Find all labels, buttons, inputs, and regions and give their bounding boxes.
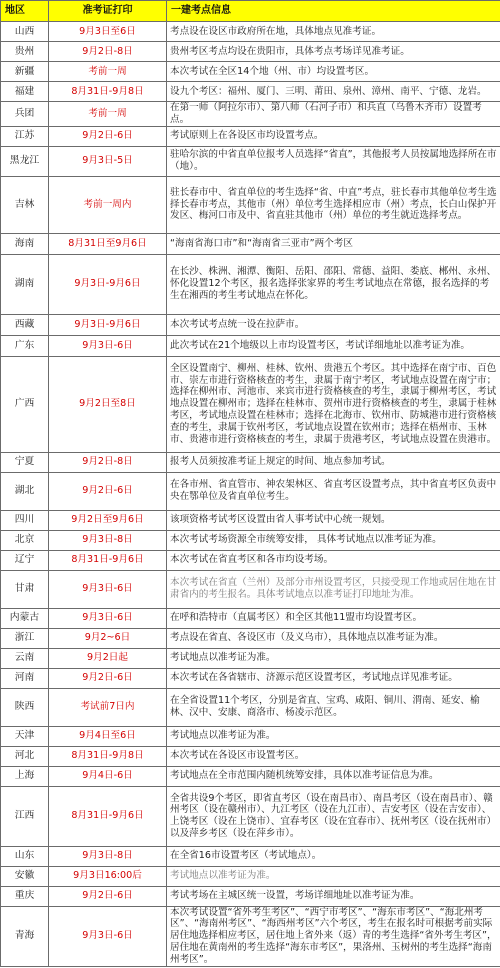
table-row <box>1 906 500 966</box>
print-date-cell: 9月2日-6日 <box>49 886 167 906</box>
exam-info-cell: 在长沙、株洲、湘潭、衡阳、岳阳、邵阳、常德、益阳、娄底、郴州、永州、怀化设置12个考区，报名选择张家界的考生考试地点在常德，报名选择的考生在湘西的考生考试地点在怀化。 <box>167 254 500 314</box>
table-row <box>1 570 500 608</box>
region-cell: 甘肃 <box>1 570 49 608</box>
print-date-cell: 9月3日至6日 <box>49 22 167 42</box>
table-row <box>1 472 500 510</box>
region-cell: 海南 <box>1 233 49 254</box>
print-date-cell: 9月3日-8日 <box>49 846 167 866</box>
region-cell: 吉林 <box>1 176 49 233</box>
region-cell: 辽宁 <box>1 550 49 570</box>
print-date-cell: 9月3日-6日 <box>49 608 167 628</box>
exam-info-cell: 本次考试在各省辖市、济源示范区设置考区，考试地点详见准考证。 <box>167 668 500 688</box>
print-date-cell: 9月2~6日 <box>49 628 167 648</box>
exam-info-cell: 考试考场在主城区统一设置，考场详细地址以准考证为准。 <box>167 886 500 906</box>
exam-info-cell: 考试原则上在各设区市均设置考点。 <box>167 126 500 146</box>
exam-info-cell: 本次考试设置“省外考生考区”、“西宁市考区”、“海东市考区”、“海北州考区”、“海南州考区”、“海西州考区”六个考区，考生在报名时可根据考前实际居住地选择相应考区，居住地上省外来（返）青的考生选择“省外考生考区”，居住地在黄南州的考生选择“海东市考区”，果洛州、玉树州的考生选择“海南州考区”。 <box>167 906 500 966</box>
print-date-cell: 9月3日16:00后 <box>49 866 167 886</box>
print-date-cell: 9月2日-8日 <box>49 42 167 62</box>
print-date-cell: 考前一周 <box>49 62 167 82</box>
region-cell: 江苏 <box>1 126 49 146</box>
header-info: 一建考点信息 <box>167 1 500 22</box>
exam-info-cell: 本次考试在各设区市设置考区。 <box>167 746 500 766</box>
print-date-cell: 9月4日-6日 <box>49 766 167 786</box>
region-cell: 江西 <box>1 786 49 846</box>
print-date-cell: 9月4日至6日 <box>49 726 167 746</box>
print-date-cell: 9月2日-6日 <box>49 126 167 146</box>
exam-info-cell: 贵州考区考点均设在贵阳市，具体考点考场详见准考证。 <box>167 42 500 62</box>
print-date-cell: 考前一周内 <box>49 176 167 233</box>
exam-info-cell: 本次考试在省直（兰州）及部分市州设置考区，只接受现工作地或居住地在甘肃省内的考生报名。具体考试地点以准考证打印地址为准。 <box>167 570 500 608</box>
region-cell: 天津 <box>1 726 49 746</box>
table-row <box>1 628 500 648</box>
region-cell: 北京 <box>1 530 49 550</box>
print-date-cell: 9月2日至8日 <box>49 356 167 452</box>
region-cell: 云南 <box>1 648 49 668</box>
region-cell: 兵团 <box>1 102 49 127</box>
region-cell: 新疆 <box>1 62 49 82</box>
print-date-cell: 考前一周 <box>49 102 167 127</box>
table-row <box>1 510 500 530</box>
print-date-cell: 9月2日至9月6日 <box>49 510 167 530</box>
region-cell: 河南 <box>1 668 49 688</box>
table-row <box>1 608 500 628</box>
print-date-cell: 9月3日-5日 <box>49 146 167 176</box>
region-cell: 贵州 <box>1 42 49 62</box>
print-date-cell: 9月2日-6日 <box>49 668 167 688</box>
exam-info-cell: 报考人员须按准考证上规定的时间、地点参加考试。 <box>167 452 500 472</box>
exam-info-cell: 考试地点以准考证为准。 <box>167 648 500 668</box>
region-cell: 湖北 <box>1 472 49 510</box>
print-date-cell: 9月3日-9月6日 <box>49 254 167 314</box>
region-cell: 广西 <box>1 356 49 452</box>
exam-info-cell: 全省共设9个考区，即省直考区（设在南昌市）、南昌考区（设在南昌市）、赣州考区（设在赣州市）、九江考区（设在九江市）、吉安考区（设在吉安市）、上饶考区（设在上饶市）、宜春考区（设在宜春市）、抚州考区（设在抚州市）以及萍乡考区（设在萍乡市）。 <box>167 786 500 846</box>
exam-info-cell: 全区设置南宁、柳州、桂林、钦州、贵港五个考区。其中选择在南宁市、百色市、崇左市进行资格核查的考生，隶属于南宁考区，考试地点设置在南宁市；选择在柳州市、河池市、来宾市进行资格核查的考生，隶属于柳州考区，考试地点设置在柳州市；选择在桂林市、贺州市进行资格核查的考生，隶属于桂林考区，考试地点设置在桂林市；选择在北海市、钦州市、防城港市进行资格核查的考生，隶属于钦州考区，考试地点设置在钦州市；选择在梧州市、玉林市、贵港市进行资格核查的考生，隶属于贵港考区，考试地点设置在贵港市。 <box>167 356 500 452</box>
exam-info-cell: 本次考试在全区14个地（州、市）均设置考区。 <box>167 62 500 82</box>
exam-info-cell: 在呼和浩特市（直属考区）和全区其他11盟市均设置考区。 <box>167 608 500 628</box>
exam-info-cell: 考试地点以准考证为准。 <box>167 726 500 746</box>
table-row <box>1 335 500 356</box>
table-row <box>1 648 500 668</box>
exam-info-cell: 在第一师（阿拉尔市）、第八师（石河子市）和兵直（乌鲁木齐市）设置考点。 <box>167 102 500 127</box>
exam-info-cell: 驻长春市中、省直单位的考生选择“省、中直”考点，驻长春市其他单位考生选择长春市考点，其他市（州）单位考生选择相应市（州）考点，长白山保护开发区、梅河口市及中、省直驻其他市（州）单位的考生就近选择考点。 <box>167 176 500 233</box>
exam-info-cell: 考点设在设区市政府所在地，具体地点见准考证。 <box>167 22 500 42</box>
print-date-cell: 9月2日-8日 <box>49 452 167 472</box>
table-row <box>1 22 500 42</box>
exam-info-cell: 考点设在省直、各设区市（及义乌市），具体地点以准考证为准。 <box>167 628 500 648</box>
region-cell: 山西 <box>1 22 49 42</box>
region-cell: 安徽 <box>1 866 49 886</box>
region-cell: 宁夏 <box>1 452 49 472</box>
region-cell: 青海 <box>1 906 49 966</box>
region-cell: 福建 <box>1 82 49 102</box>
exam-info-cell: 在全省设置11个考区，分别是省直、宝鸡、咸阳、铜川、渭南、延安、榆林、汉中、安康、商洛市、杨凌示范区。 <box>167 688 500 726</box>
exam-info-cell: 本次考试在省直考区和各市均设考场。 <box>167 550 500 570</box>
region-cell: 浙江 <box>1 628 49 648</box>
table-row <box>1 766 500 786</box>
header-print: 准考证打印 <box>49 1 167 22</box>
table-row <box>1 62 500 82</box>
exam-info-cell: 驻哈尔滨的中省直单位报考人员选择“省直”，其他报考人员按属地选择所在市（地）。 <box>167 146 500 176</box>
exam-info-cell: 考试地点以准考证为准。 <box>167 866 500 886</box>
exam-info-cell: 考试地点在全市范围内随机统筹安排，具体以准考证信息为准。 <box>167 766 500 786</box>
region-cell: 黑龙江 <box>1 146 49 176</box>
exam-info-cell: 设九个考区：福州、厦门、三明、莆田、泉州、漳州、南平、宁德、龙岩。 <box>167 82 500 102</box>
print-date-cell: 8月31日-9月8日 <box>49 82 167 102</box>
table-row <box>1 314 500 335</box>
table-row <box>1 254 500 314</box>
table-row <box>1 452 500 472</box>
exam-info-cell: 在全省16市设置考区（考试地点）。 <box>167 846 500 866</box>
print-date-cell: 8月31日-9月8日 <box>49 746 167 766</box>
region-cell: 内蒙古 <box>1 608 49 628</box>
table-row <box>1 126 500 146</box>
print-date-cell: 9月3日-6日 <box>49 335 167 356</box>
exam-info-cell: “海南省海口市”和“海南省三亚市”两个考区 <box>167 233 500 254</box>
table-row <box>1 42 500 62</box>
table-header-row <box>1 1 500 22</box>
table-row <box>1 668 500 688</box>
table-row <box>1 530 500 550</box>
print-date-cell: 8月31日-9月6日 <box>49 550 167 570</box>
table-row <box>1 866 500 886</box>
region-cell: 重庆 <box>1 886 49 906</box>
table-row <box>1 176 500 233</box>
region-cell: 河北 <box>1 746 49 766</box>
table-row <box>1 746 500 766</box>
region-cell: 西藏 <box>1 314 49 335</box>
print-date-cell: 9月3日-9月6日 <box>49 314 167 335</box>
table-row <box>1 886 500 906</box>
table-row <box>1 146 500 176</box>
header-region: 地区 <box>1 1 49 22</box>
table-row <box>1 786 500 846</box>
exam-info-cell: 本次考试考点统一设在拉萨市。 <box>167 314 500 335</box>
region-cell: 山东 <box>1 846 49 866</box>
exam-info-cell: 此次考试在21个地级以上市均设置考区，考试详细地址以准考证为准。 <box>167 335 500 356</box>
region-cell: 广东 <box>1 335 49 356</box>
print-date-cell: 9月3日-6日 <box>49 906 167 966</box>
table-row <box>1 356 500 452</box>
print-date-cell: 9月2日起 <box>49 648 167 668</box>
print-date-cell: 8月31日至9月6日 <box>49 233 167 254</box>
region-cell: 湖南 <box>1 254 49 314</box>
table-row <box>1 726 500 746</box>
region-cell: 四川 <box>1 510 49 530</box>
table-row <box>1 102 500 127</box>
table-row <box>1 233 500 254</box>
table-row <box>1 550 500 570</box>
print-date-cell: 考试前7日内 <box>49 688 167 726</box>
print-date-cell: 9月2日-6日 <box>49 472 167 510</box>
exam-info-cell: 本次考试考场资源全市统筹安排， 具体考试地点以准考证为准。 <box>167 530 500 550</box>
region-cell: 上海 <box>1 766 49 786</box>
table-row <box>1 846 500 866</box>
table-row <box>1 688 500 726</box>
table-row <box>1 82 500 102</box>
print-date-cell: 9月3日-8日 <box>49 530 167 550</box>
exam-info-cell: 该项资格考试考区设置由省人事考试中心统一规划。 <box>167 510 500 530</box>
exam-info-cell: 在各市州、省直管市、神农架林区、省直考区设置考点，其中省直考区负责中央在鄂单位及省直单位考生。 <box>167 472 500 510</box>
region-cell: 陕西 <box>1 688 49 726</box>
print-date-cell: 9月3日-6日 <box>49 570 167 608</box>
print-date-cell: 8月31日-9月6日 <box>49 786 167 846</box>
